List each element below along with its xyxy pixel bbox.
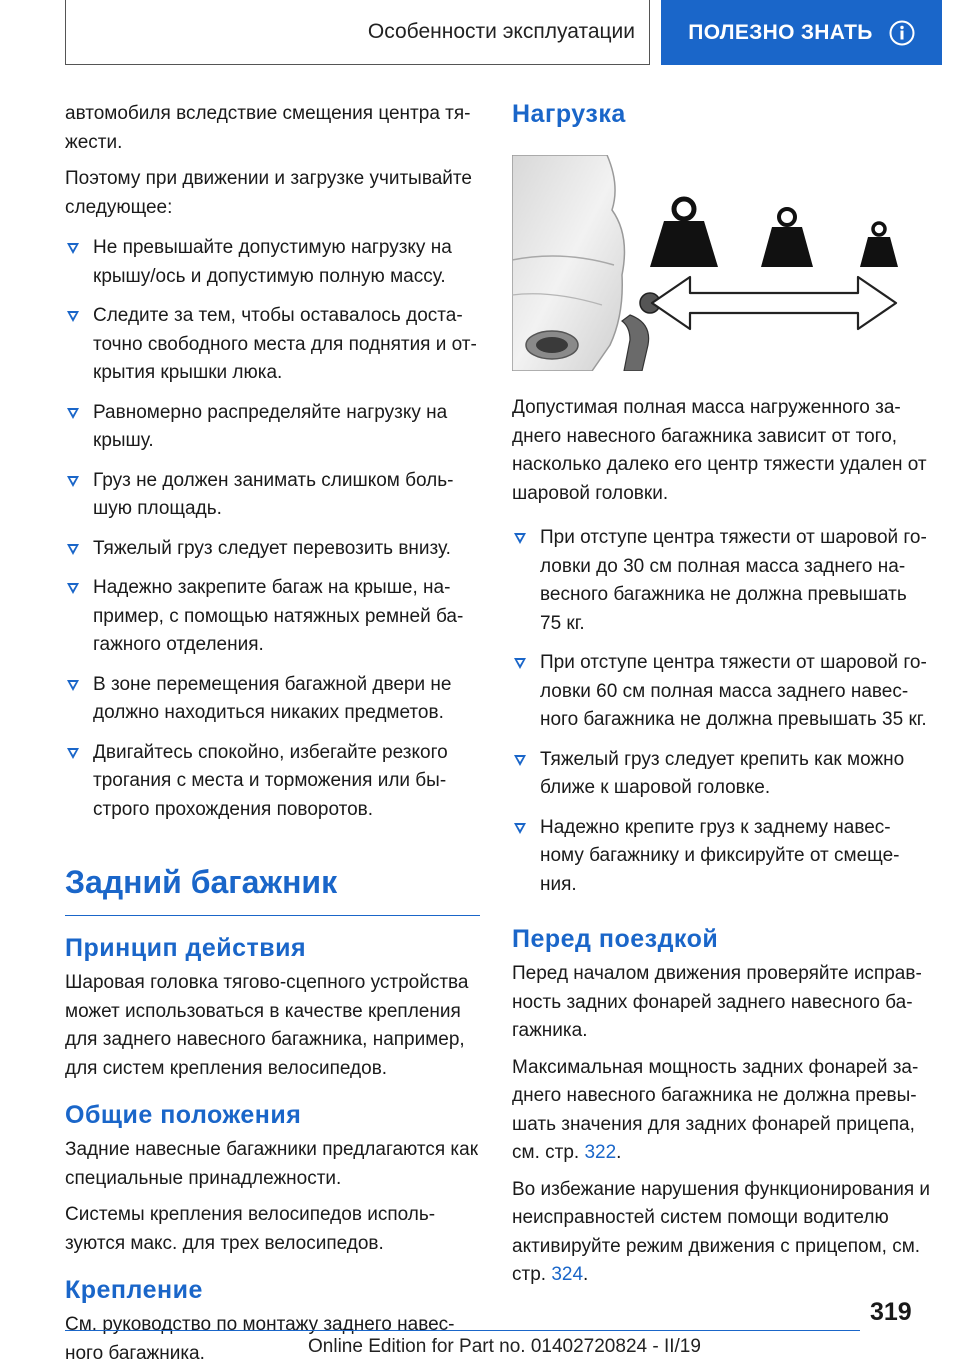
intro-text-2: Поэтому при движении и загрузке учитывайте следующее: xyxy=(65,168,472,218)
list-item: Тяжелый груз следует перевозить внизу. xyxy=(65,535,480,564)
page-number: 319 xyxy=(870,1298,912,1326)
mounting-text: См. руководство по монтажу заднего навес-ного багажника. xyxy=(65,1314,455,1362)
triangle-bullet-icon xyxy=(67,243,79,254)
list-item: Тяжелый груз следует крепить как можно ближе к шаровой головке. xyxy=(512,746,932,803)
before-trip-text-3: Во избежание нарушения функционирования и неисправностей систем помощи водителю активируйте режим движения с прицепом, см. стр. 324. xyxy=(512,1178,931,1285)
section-title-load: Нагрузка xyxy=(512,100,626,128)
triangle-bullet-icon xyxy=(67,544,79,555)
chapter-title: Задний багажник xyxy=(65,864,480,916)
triangle-bullet-icon xyxy=(67,680,79,691)
triangle-bullet-icon xyxy=(67,748,79,759)
page-link-324[interactable]: 324 xyxy=(551,1264,584,1285)
load-tips-list xyxy=(65,234,480,824)
info-icon xyxy=(889,20,915,46)
footer-divider xyxy=(65,1330,860,1331)
section-title-principle: Принцип действия xyxy=(65,934,307,962)
list-item: Не превышайте допустимую нагрузку на крышу/ось и допустимую полную массу. xyxy=(65,234,480,291)
section-title-before-trip: Перед поездкой xyxy=(512,925,719,953)
list-item: При отступе центра тяжести от шаровой го-ловки 60 см полная масса заднего навес-ного багажника не должна превышать 35 кг. xyxy=(512,649,932,735)
general-text-2: Системы крепления велосипедов исполь-зуются макс. для трех велосипедов. xyxy=(65,1204,436,1254)
triangle-bullet-icon xyxy=(514,533,526,544)
list-item: Надежно закрепите багаж на крыше, на-пример, с помощью натяжных ремней ба-гажного отделения. xyxy=(65,574,480,660)
triangle-bullet-icon xyxy=(67,311,79,322)
list-item: В зоне перемещения багажной двери не должно находиться никаких предметов. xyxy=(65,671,480,728)
general-text-1: Задние навесные багажники предлагаются как специальные принадлежности. xyxy=(65,1139,479,1189)
list-item: Следите за тем, чтобы оставалось доста-точно свободного места для поднятия и от-крытия крышки люка. xyxy=(65,302,480,388)
list-item: Надежно крепите груз к заднему навес-ному багажнику и фиксируйте от смеще-ния. xyxy=(512,814,932,900)
section-title-general: Общие положения xyxy=(65,1101,302,1129)
section-title-mounting: Крепление xyxy=(65,1276,203,1304)
triangle-bullet-icon xyxy=(67,583,79,594)
principle-text: Шаровая головка тягово-сцепного устройства может использоваться в качестве крепления для заднего навесного багажника, например, для систем крепления велосипедов. xyxy=(65,972,469,1079)
triangle-bullet-icon xyxy=(514,755,526,766)
triangle-bullet-icon xyxy=(67,408,79,419)
section-title: Особенности эксплуатации xyxy=(367,20,635,43)
list-item: Груз не должен занимать слишком боль-шую площадь. xyxy=(65,467,480,524)
edition-footer: Online Edition for Part no. 01402720824 - II/19 xyxy=(308,1336,701,1357)
tab-useful-info[interactable] xyxy=(661,0,942,65)
tab-label: ПОЛЕЗНО ЗНАТЬ xyxy=(688,20,873,44)
list-item: Двигайтесь спокойно, избегайте резкого трогания с места и торможения или бы-строго прохождения поворотов. xyxy=(65,739,480,825)
list-item: При отступе центра тяжести от шаровой го-ловки до 30 см полная масса заднего на-весного багажника не должна превышать 75 кг. xyxy=(512,524,932,638)
page-link-322[interactable]: 322 xyxy=(584,1142,617,1163)
section-header xyxy=(65,0,650,65)
list-item: Равномерно распределяйте нагрузку на крышу. xyxy=(65,399,480,456)
load-limits-list xyxy=(512,524,932,899)
left-column xyxy=(65,100,480,1362)
right-column xyxy=(512,100,932,1298)
load-text: Допустимая полная масса нагруженного за-днего навесного багажника зависит от того, насколько далеко его центр тяжести удален от шаровой головки. xyxy=(512,397,927,504)
intro-text-1: автомобиля вследствие смещения центра тя-жести. xyxy=(65,103,471,153)
before-trip-text-1: Перед началом движения проверяйте исправ-ность задних фонарей заднего навесного ба-гажника. xyxy=(512,963,922,1041)
triangle-bullet-icon xyxy=(67,476,79,487)
triangle-bullet-icon xyxy=(514,823,526,834)
triangle-bullet-icon xyxy=(514,658,526,669)
load-distance-illustration xyxy=(512,155,922,371)
before-trip-text-2: Максимальная мощность задних фонарей за-днего навесного багажника не должна превы-шать значения для задних фонарей прицепа, см. стр. 322. xyxy=(512,1056,919,1163)
